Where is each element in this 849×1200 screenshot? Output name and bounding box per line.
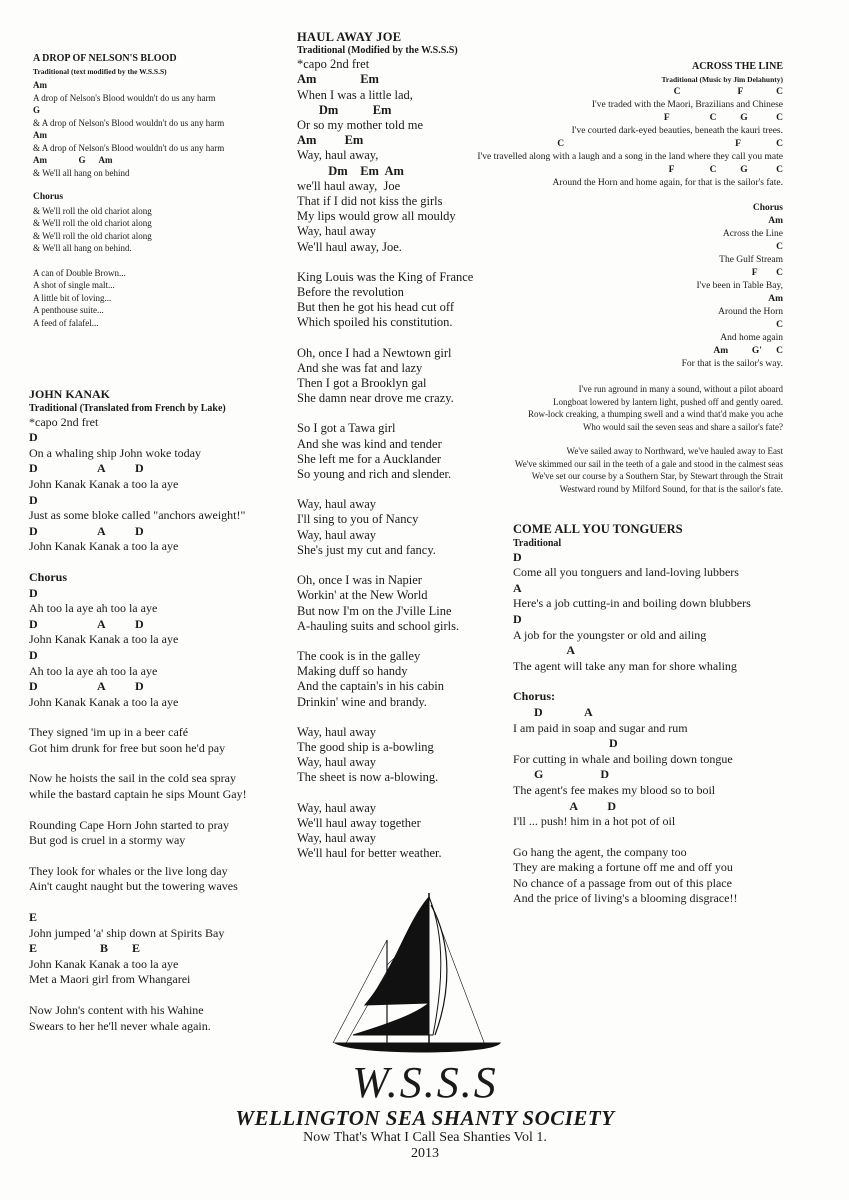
chord-line: A D	[513, 798, 617, 813]
lyric-line: I've run aground in many a sound, without a pilot aboard	[578, 384, 783, 394]
capo-note: *capo 2nd fret	[29, 414, 99, 429]
lyric-line: Way, haul away	[297, 800, 377, 815]
stanza	[29, 725, 247, 756]
song-across-the-line	[477, 60, 783, 495]
song-body	[513, 550, 751, 907]
chord-line: G	[33, 105, 41, 115]
stanza	[29, 771, 247, 802]
chord-line: C	[776, 320, 783, 330]
chorus-label: Chorus	[752, 203, 783, 213]
lyric-line: Here's a job cutting-in and boiling down blubbers	[513, 596, 751, 611]
lyric-line: Workin' at the New World	[297, 588, 428, 603]
chord-line: C F C	[557, 139, 783, 149]
chord-line: D	[513, 736, 618, 751]
lyric-line: Across the Line	[722, 229, 783, 239]
lyric-line: Way, haul away	[297, 830, 377, 845]
lyric-line: And home again	[720, 333, 783, 343]
lyric-line: A little bit of loving...	[33, 292, 112, 303]
album-title: Now That's What I Call Sea Shanties Vol 1.	[303, 1130, 547, 1145]
song-title: JOHN KANAK	[29, 387, 110, 401]
lyric-line: And she was fat and lazy	[297, 360, 423, 375]
chord-line: Am	[768, 216, 783, 226]
lyric-line: A-hauling suits and school girls.	[297, 618, 460, 633]
song-title: A DROP OF NELSON'S BLOOD	[33, 53, 177, 64]
lyric-line: And she was kind and tender	[297, 436, 442, 451]
lyric-line: A can of Double Brown...	[33, 267, 126, 278]
lyric-line: John Kanak Kanak a too la aye	[29, 694, 179, 709]
chord-line: D A D	[29, 616, 144, 631]
lyric-line: Way, haul away,	[297, 148, 379, 163]
lyric-line: King Louis was the King of France	[297, 269, 474, 284]
song-haul-away-joe	[297, 30, 473, 861]
stanza	[29, 570, 247, 710]
chord-line: Am Em	[297, 72, 379, 87]
song-chorus	[33, 205, 224, 255]
lyric-line: We've set our course by a Southern Star, by Stewart through the Strait	[531, 471, 783, 481]
chord-line: G D	[513, 767, 609, 782]
lyric-line: Got him drunk for free but soon he'd pay	[29, 740, 226, 755]
chord-line: Am	[768, 294, 783, 304]
chord-line: F C G C	[668, 165, 783, 175]
chord-line: Am G' C	[713, 346, 783, 356]
chord-line: D	[513, 611, 522, 626]
stanza	[513, 550, 751, 675]
song-title: ACROSS THE LINE	[692, 61, 783, 72]
chorus-label: Chorus:	[513, 689, 556, 704]
song-title: COME ALL YOU TONGUERS	[513, 522, 683, 536]
brand-mark: W.S.S.S	[352, 1058, 498, 1107]
stanza	[297, 801, 473, 862]
chord-line: Dm Em	[297, 102, 392, 117]
song-subtitle: Traditional	[513, 537, 562, 549]
lyric-line: John Kanak Kanak a too la aye	[29, 476, 179, 491]
stanza	[297, 72, 473, 254]
chord-line: D A D	[29, 461, 144, 476]
chord-line: D	[29, 585, 38, 600]
lyric-line: We'll haul for better weather.	[297, 846, 442, 861]
lyric-line: She left me for a Aucklander	[297, 451, 442, 466]
lyric-line: Drinkin' wine and brandy.	[297, 694, 427, 709]
song-extra-verses	[33, 267, 224, 330]
chord-line: E	[29, 910, 38, 925]
lyric-line: The agent will take any man for shore whaling	[513, 658, 737, 673]
lyric-line: A job for the youngster or old and ailing	[513, 627, 707, 642]
capo-note: *capo 2nd fret	[297, 57, 370, 72]
lyric-line: Before the revolution	[297, 285, 404, 300]
lyric-line: Westward round by Milford Sound, for that is the sailor's fate.	[559, 483, 783, 494]
song-verse	[477, 86, 783, 190]
lyric-line: For that is the sailor's way.	[681, 359, 783, 369]
lyric-line: The good ship is a-bowling	[297, 739, 434, 754]
lyric-line: John Kanak Kanak a too la aye	[29, 632, 179, 647]
stanza	[29, 864, 247, 895]
lyric-line: We've skimmed our sail in the teeth of a gale and stood in the calmest seas	[514, 458, 783, 469]
chord-line: A	[513, 580, 522, 595]
stanza	[297, 497, 473, 558]
chord-line: D	[29, 647, 38, 662]
stanza	[297, 421, 473, 482]
song-subtitle: Traditional (Modified by the W.S.S.S)	[297, 45, 458, 57]
song-verse-3	[477, 445, 783, 495]
stanza	[29, 910, 247, 988]
lyric-line: Around the Horn and home again, for that is the sailor's fate.	[552, 178, 783, 188]
lyric-line: The Gulf Stream	[719, 255, 783, 265]
lyric-line: & A drop of Nelson's Blood wouldn't do us any harm	[33, 142, 225, 153]
song-nelsons-blood	[33, 53, 224, 329]
album-year: 2013	[411, 1146, 439, 1161]
society-brand	[195, 1060, 655, 1162]
stanza	[297, 573, 473, 634]
lyric-line: For cutting in whale and boiling down tongue	[513, 751, 733, 766]
lyric-line: A penthouse suite...	[33, 305, 104, 315]
lyric-line: Longboat lowered by lantern light, pushed off and gently oared.	[552, 396, 783, 407]
lyric-line: we'll haul away, Joe	[297, 178, 401, 193]
chord-line: C	[776, 242, 783, 252]
lyric-line: Ah too la aye ah too la aye	[29, 663, 158, 678]
lyric-line: The cook is in the galley	[297, 648, 421, 663]
stanza	[29, 818, 247, 849]
lyric-line: Around the Horn	[718, 307, 783, 317]
lyric-line: Just as some bloke called "anchors aweight!"	[29, 508, 246, 523]
song-verse	[33, 79, 224, 179]
lyric-line: So I got a Tawa girl	[297, 421, 396, 436]
lyric-line: Come all you tonguers and land-loving lubbers	[513, 565, 739, 580]
song-verse-2	[477, 383, 783, 433]
lyric-line: That if I did not kiss the girls	[297, 194, 443, 209]
lyric-line: The sheet is now a-blowing.	[297, 770, 439, 785]
lyric-line: Oh, once I was in Napier	[297, 573, 422, 588]
lyric-line: They signed 'im up in a beer café	[29, 725, 189, 740]
chord-line: F C G C	[663, 113, 783, 123]
song-subtitle: Traditional (Translated from French by Lake)	[29, 402, 226, 414]
lyric-line: John Kanak Kanak a too la aye	[29, 539, 179, 554]
lyric-line: & We'll roll the old chariot along	[33, 218, 152, 228]
lyric-line: I'll ... push! him in a hot pot of oil	[513, 814, 676, 829]
chord-line: D A D	[29, 679, 144, 694]
brand-name: WELLINGTON SEA SHANTY SOCIETY	[235, 1106, 615, 1130]
chord-line: Dm Em Am	[297, 163, 404, 178]
lyric-line: Way, haul away	[297, 527, 377, 542]
lyric-line: I've traded with the Maori, Brazilians and Chinese	[591, 100, 783, 110]
lyric-line: John jumped 'a' ship down at Spirits Bay	[29, 925, 225, 940]
lyric-line: & A drop of Nelson's Blood wouldn't do us any harm	[33, 117, 225, 128]
lyric-line: But now I'm on the J'ville Line	[297, 603, 452, 618]
song-come-all-you-tonguers	[513, 522, 751, 907]
song-title: HAUL AWAY JOE	[297, 30, 402, 44]
lyric-line: We'll haul away, Joe.	[297, 239, 402, 254]
lyric-line: Row-lock creaking, a thumping swell and a wind that'd make you ache	[527, 409, 783, 419]
sailing-ship-logo-icon	[325, 885, 525, 1060]
stanza	[297, 725, 473, 786]
chord-line: Am G Am	[33, 155, 113, 165]
lyric-line: On a whaling ship John woke today	[29, 445, 201, 460]
chord-line: Am	[33, 130, 47, 140]
chord-line: D	[29, 430, 38, 445]
song-chorus	[477, 202, 783, 371]
lyric-line: Way, haul away	[297, 755, 377, 770]
lyric-line: Go hang the agent, the company too	[513, 844, 687, 859]
lyric-line: Ah too la aye ah too la aye	[29, 601, 158, 616]
lyric-line: Rounding Cape Horn John started to pray	[29, 817, 229, 832]
chord-line: D	[513, 549, 522, 564]
lyric-line: But then he got his head cut off	[297, 300, 455, 315]
lyric-line: I've been in Table Bay,	[696, 281, 783, 291]
chord-line: D A	[513, 704, 593, 719]
lyric-line: She's just my cut and fancy.	[297, 542, 436, 557]
lyric-line: The agent's fee makes my blood so to boil	[513, 782, 716, 797]
lyric-line: Way, haul away	[297, 724, 377, 739]
chord-line: A	[513, 643, 576, 658]
lyric-line: Making duff so handy	[297, 664, 408, 679]
lyric-line: Oh, once I had a Newtown girl	[297, 345, 452, 360]
lyric-line: When I was a little lad,	[297, 87, 413, 102]
chord-line: Am	[33, 80, 47, 90]
lyric-line: We'll haul away together	[297, 815, 421, 830]
lyric-line: John Kanak Kanak a too la aye	[29, 956, 179, 971]
lyric-line: Then I got a Brooklyn gal	[297, 376, 427, 391]
lyric-line: & We'll all hang on behind	[33, 167, 130, 178]
chord-line: Am Em	[297, 133, 364, 148]
lyric-line: Now he hoists the sail in the cold sea spray	[29, 771, 236, 786]
lyric-line: I am paid in soap and sugar and rum	[513, 720, 688, 735]
lyric-line: A shot of single malt...	[33, 280, 115, 290]
chord-line: F C	[751, 268, 783, 278]
song-subtitle: Traditional (Music by Jim Delahunty)	[661, 75, 783, 84]
stanza	[297, 270, 473, 331]
lyric-line: My lips would grow all mouldy	[297, 209, 456, 224]
lyric-line: We've sailed away to Northward, we've hauled away to East	[566, 446, 783, 456]
lyric-line: I've travelled along with a laugh and a song in the land where they call you mate	[477, 152, 783, 162]
lyric-line: A drop of Nelson's Blood wouldn't do us any harm	[33, 92, 216, 103]
chord-line: E B E	[29, 941, 141, 956]
stanza	[297, 346, 473, 407]
lyric-line: They are making a fortune off me and off you	[513, 860, 733, 875]
song-body	[29, 430, 247, 1034]
lyric-line: I'll sing to you of Nancy	[297, 512, 419, 527]
lyric-line: & We'll roll the old chariot along	[33, 205, 152, 216]
lyric-line: So young and rich and slender.	[297, 467, 452, 482]
lyric-line: Swears to her he'll never whale again.	[29, 1018, 211, 1033]
lyric-line: And the price of living's a blooming disgrace!!	[513, 891, 738, 906]
lyric-line: And the captain's in his cabin	[297, 679, 445, 694]
lyric-line: Who would sail the seven seas and share a sailor's fate?	[582, 421, 783, 432]
song-john-kanak	[29, 387, 247, 1034]
stanza	[29, 1003, 247, 1034]
chord-line: D	[29, 492, 38, 507]
lyric-line: A feed of falafel...	[33, 317, 99, 328]
lyric-line: No chance of a passage from out of this place	[513, 875, 732, 890]
lyric-line: But god is cruel in a stormy way	[29, 833, 186, 848]
chord-line: D A D	[29, 523, 144, 538]
stanza	[297, 649, 473, 710]
lyric-line: Which spoiled his constitution.	[297, 315, 453, 330]
chorus-label: Chorus	[33, 192, 64, 202]
lyric-line: Way, haul away	[297, 497, 377, 512]
chorus-label: Chorus	[29, 569, 68, 584]
stanza	[29, 430, 247, 555]
stanza	[513, 845, 751, 907]
lyric-line: She damn near drove me crazy.	[297, 391, 454, 406]
song-body	[297, 72, 473, 861]
chord-line: C F C	[673, 87, 783, 97]
song-subtitle: Traditional (text modified by the W.S.S.S)	[33, 66, 167, 76]
lyric-line: Met a Maori girl from Whangarei	[29, 972, 191, 987]
lyric-line: Ain't caught naught but the towering waves	[29, 879, 238, 894]
lyric-line: Or so my mother told me	[297, 118, 424, 133]
lyric-line: Way, haul away	[297, 224, 377, 239]
stanza	[513, 689, 751, 829]
lyric-line: Now John's content with his Wahine	[29, 1003, 204, 1017]
lyric-line: while the bastard captain he sips Mount Gay!	[29, 787, 247, 802]
lyric-line: They look for whales or the live long day	[29, 863, 228, 878]
lyric-line: & We'll roll the old chariot along	[33, 230, 152, 241]
lyric-line: I've courted dark-eyed beauties, beneath the kauri trees.	[571, 126, 783, 136]
lyric-line: & We'll all hang on behind.	[33, 243, 132, 253]
